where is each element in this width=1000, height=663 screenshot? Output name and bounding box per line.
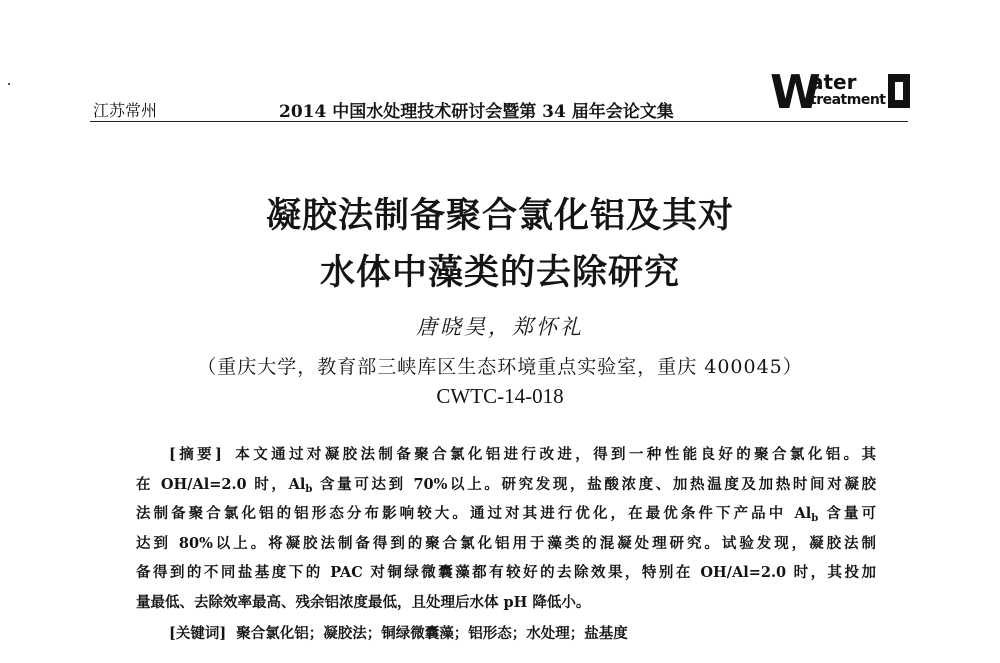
keywords-line	[169, 622, 628, 643]
paper-affiliation: （重庆大学，教育部三峡库区生态环境重点实验室，重庆 400045）	[197, 356, 803, 378]
abstract-text-2b: 含量可达到 70%以上。研究发现，盐酸浓度、加热温度及加热时间对凝胶	[312, 475, 876, 493]
logo-initial: W	[770, 65, 819, 119]
abstract-text-3b: 含量可	[818, 505, 876, 522]
abstract-line-1	[136, 440, 876, 470]
abstract-line-6: 量最低、去除效率最高、残余铝浓度最低，且处理后水体 pH 降低小。	[136, 593, 591, 611]
abstract-label: [摘要]	[169, 446, 222, 463]
abstract-block	[136, 440, 876, 617]
header-divider	[90, 121, 908, 122]
abstract-text-2a: 在 OH/Al=2.0 时，Al	[136, 475, 306, 493]
abstract-line-2	[136, 470, 876, 500]
subscript-b: b	[305, 483, 313, 495]
keywords-label: [关键词]	[169, 625, 227, 642]
abstract-line-5: 备得到的不同盐基度下的 PAC 对铜绿微囊藻都有较好的去除效果，特别在 OH/Al=2.0 时，其投加	[136, 564, 876, 581]
water-treatment-logo	[770, 65, 912, 119]
paper-title-line-2: 水体中藻类的去除研究	[319, 253, 680, 293]
abstract-line-4: 达到 80%以上。将凝胶法制备得到的聚合氯化铝用于藻类的混凝处理研究。试验发现，凝胶法制	[136, 534, 876, 552]
header-location: 江苏常州	[93, 101, 158, 120]
scan-speck	[8, 83, 10, 85]
abstract-text-1: 本文通过对凝胶法制备聚合氯化铝进行改进，得到一种性能良好的聚合氯化铝。其	[231, 446, 876, 463]
header-proceedings-title: 2014 中国水处理技术研讨会暨第 34 届年会论文集	[279, 102, 674, 122]
paper-title-line-1: 凝胶法制备聚合氯化铝及其对	[265, 196, 734, 236]
paper-code: CWTC-14-018	[436, 384, 564, 408]
logo-block-icon	[888, 74, 910, 108]
logo-word-treatment: treatment	[810, 92, 886, 108]
abstract-line-3	[136, 499, 876, 529]
keywords-text: 聚合氯化铝；凝胶法；铜绿微囊藻；铝形态；水处理；盐基度	[236, 625, 628, 642]
abstract-text-3a: 法制备聚合氯化铝的铝形态分布影响较大。通过对其进行优化，在最优条件下产品中 Al	[136, 505, 812, 522]
paper-authors: 唐晓昊，郑怀礼	[416, 315, 584, 339]
logo-word-ater: ater	[810, 70, 857, 94]
subscript-b: b	[811, 513, 819, 524]
